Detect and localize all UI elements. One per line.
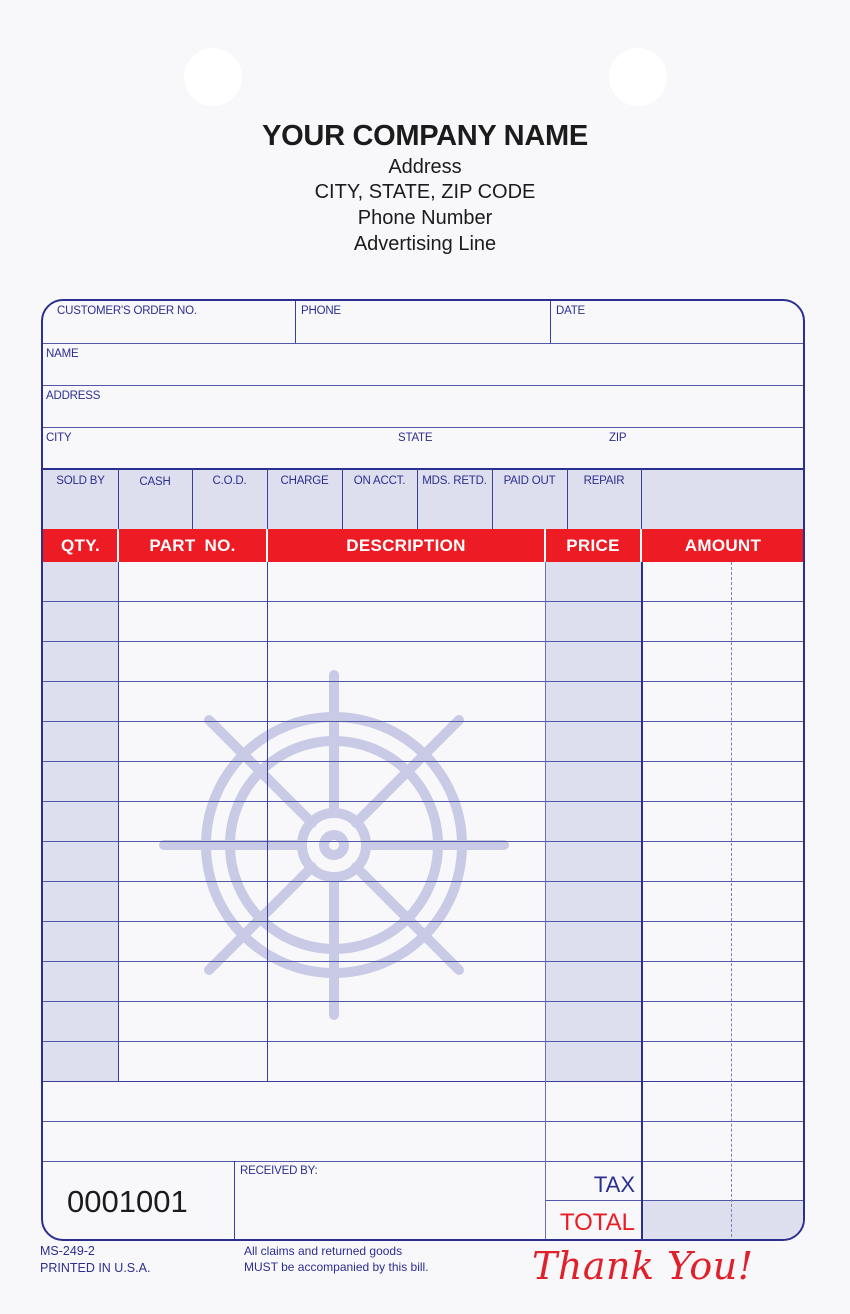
received-by-label: RECEIVED BY: [240,1165,318,1177]
city-label: CITY [46,432,72,444]
punch-hole-left [184,48,242,106]
city-field[interactable] [47,445,387,467]
order-no-label: CUSTOMER'S ORDER NO. [57,305,197,317]
total-amount-field[interactable] [645,1203,801,1239]
row-line [43,1161,805,1162]
column-line [545,562,546,1241]
date-label: DATE [556,305,586,317]
column-line [267,562,268,1082]
row-line [43,961,805,962]
column-header-part-no: PART NO. [149,536,236,555]
divider [43,343,805,344]
zip-field[interactable] [603,445,799,467]
thank-you-text: Thank You! [532,1244,754,1288]
company-address: Address [388,156,462,178]
row-line [43,721,805,722]
zip-label: ZIP [609,432,627,444]
row-line [43,841,805,842]
punch-hole-right [609,48,667,106]
phone-field[interactable] [299,319,547,341]
row-line [43,601,805,602]
company-phone: Phone Number [357,207,493,229]
row-line [43,641,805,642]
payment-sold-by[interactable]: SOLD BY [56,475,105,487]
column-header-price: PRICE [566,536,620,555]
printed-in-usa: PRINTED IN U.S.A. [40,1261,151,1275]
address-field[interactable] [47,403,799,425]
divider [550,301,551,343]
sales-form [41,299,805,1241]
row-line [43,1081,805,1082]
divider [43,385,805,386]
row-line [43,1121,805,1122]
state-field[interactable] [395,445,595,467]
phone-label: PHONE [301,305,341,317]
name-label: NAME [46,348,79,360]
tax-amount-field[interactable] [645,1163,801,1199]
column-line [118,562,119,1082]
claims-notice-line1: All claims and returned goods [244,1244,403,1258]
divider [43,427,805,428]
company-advertising: Advertising Line [353,233,497,255]
price-column-shade [545,561,641,1081]
qty-column-shade [43,561,118,1081]
payment-paid-out[interactable]: PAID OUT [503,475,556,487]
total-label: TOTAL [559,1209,635,1236]
form-code: MS-249-2 [40,1244,95,1258]
company-city-state-zip: CITY, STATE, ZIP CODE [314,181,536,203]
row-line [545,1200,805,1201]
row-line [43,1041,805,1042]
payment-cod[interactable]: C.O.D. [212,475,247,487]
order-no-field[interactable] [47,319,291,341]
payment-charge[interactable]: CHARGE [280,475,329,487]
column-header-qty: QTY. [61,536,100,555]
column-line [641,562,643,1241]
row-line [43,921,805,922]
row-line [43,761,805,762]
column-header-amount: AMOUNT [684,536,762,555]
cents-divider [731,562,732,1241]
payment-cash[interactable]: CASH [139,476,171,488]
state-label: STATE [398,432,433,444]
payment-repair[interactable]: REPAIR [583,475,625,487]
row-line [43,881,805,882]
divider [43,468,805,470]
column-header-description: DESCRIPTION [346,536,466,555]
column-line [234,1161,235,1241]
serial-number: 0001001 [67,1184,188,1219]
date-field[interactable] [554,319,799,341]
payment-on-acct[interactable]: ON ACCT. [353,475,406,487]
claims-notice-line2: MUST be accompanied by this bill. [244,1260,429,1274]
ships-wheel-watermark-icon [154,665,514,1025]
name-field[interactable] [47,361,799,383]
divider [295,301,296,343]
tax-label: TAX [593,1172,635,1197]
company-name: YOUR COMPANY NAME [262,120,588,152]
row-line [43,1001,805,1002]
address-label: ADDRESS [46,390,101,402]
row-line [43,681,805,682]
row-line [43,801,805,802]
payment-mds-retd[interactable]: MDS. RETD. [422,475,487,487]
received-by-field[interactable] [239,1183,539,1237]
divider [641,469,642,529]
